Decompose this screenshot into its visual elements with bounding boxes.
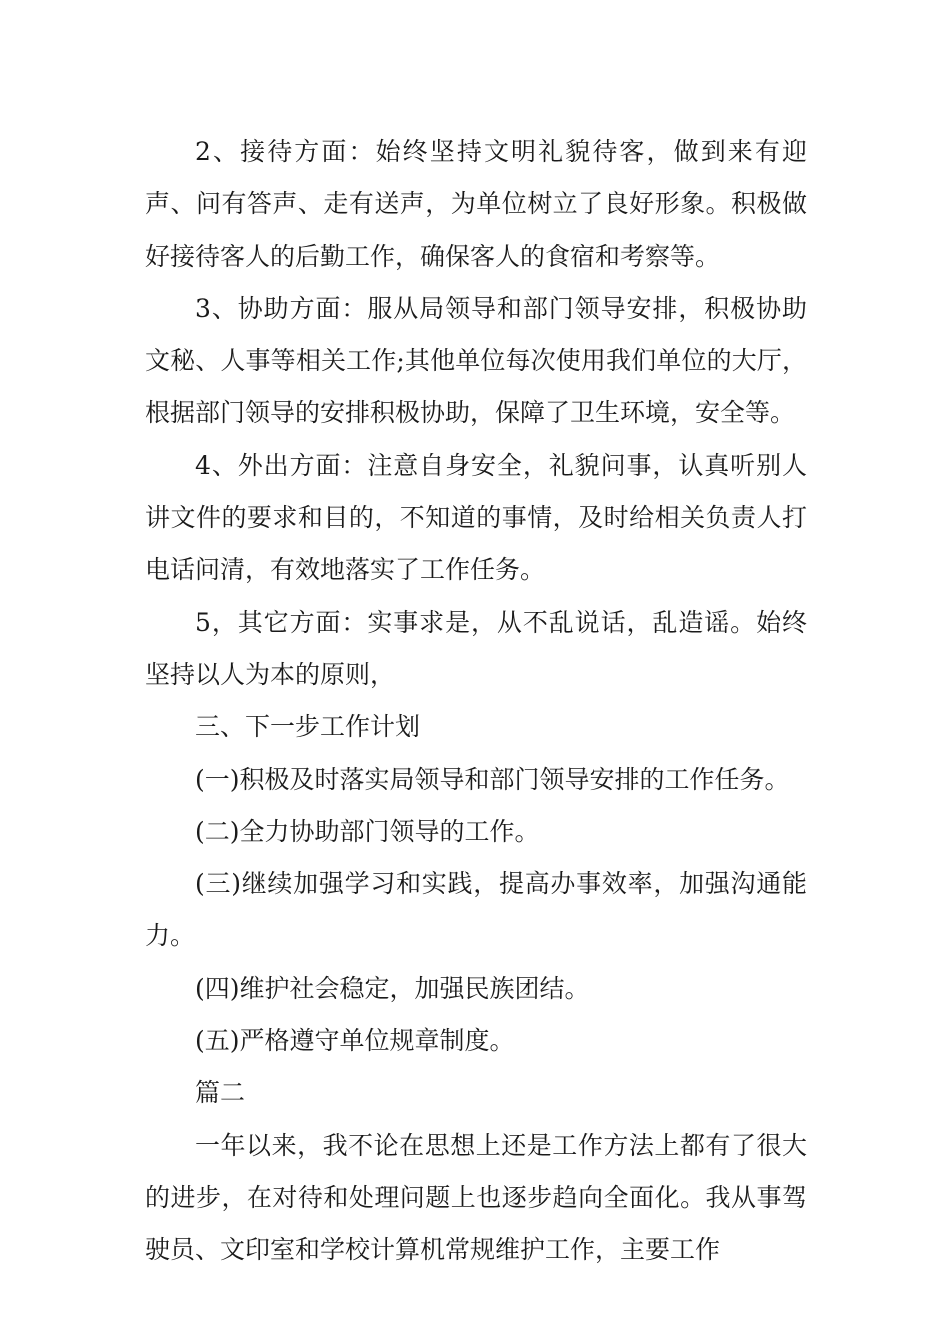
section-heading-next-steps: 三、下一步工作计划 bbox=[195, 712, 421, 742]
section-heading-part-two: 篇二 bbox=[195, 1078, 246, 1108]
paragraph-assistance: 3、协助方面：服从局领导和部门领导安排，积极协助文秘、人事等相关工作;其他单位每次使用我们单位的大厅，根据部门领导的安排积极协助，保障了卫生环境，安全等。 bbox=[145, 293, 807, 428]
paragraph-part-two-intro: 一年以来，我不论在思想上还是工作方法上都有了很大的进步，在对待和处理问题上也逐步趋向全面化。我从事驾驶员、文印室和学校计算机常规维护工作，主要工作 bbox=[145, 1130, 807, 1265]
paragraph-other: 5，其它方面：实事求是，从不乱说话，乱造谣。始终坚持以人为本的原则， bbox=[145, 607, 807, 689]
plan-item-3: (三)继续加强学习和实践，提高办事效率，加强沟通能力。 bbox=[145, 869, 807, 951]
plan-item-4: (四)维护社会稳定，加强民族团结。 bbox=[195, 973, 590, 1003]
plan-item-1: (一)积极及时落实局领导和部门领导安排的工作任务。 bbox=[195, 764, 790, 794]
plan-item-5: (五)严格遵守单位规章制度。 bbox=[195, 1026, 515, 1056]
paragraph-reception: 2、接待方面：始终坚持文明礼貌待客，做到来有迎声、问有答声、走有送声，为单位树立了良好形象。积极做好接待客人的后勤工作，确保客人的食宿和考察等。 bbox=[145, 137, 807, 271]
document-page bbox=[145, 126, 807, 1277]
paragraph-outings: 4、外出方面：注意自身安全，礼貌问事，认真听别人讲文件的要求和目的，不知道的事情，及时给相关负责人打电话问清，有效地落实了工作任务。 bbox=[145, 450, 807, 585]
plan-item-2: (二)全力协助部门领导的工作。 bbox=[195, 816, 540, 846]
